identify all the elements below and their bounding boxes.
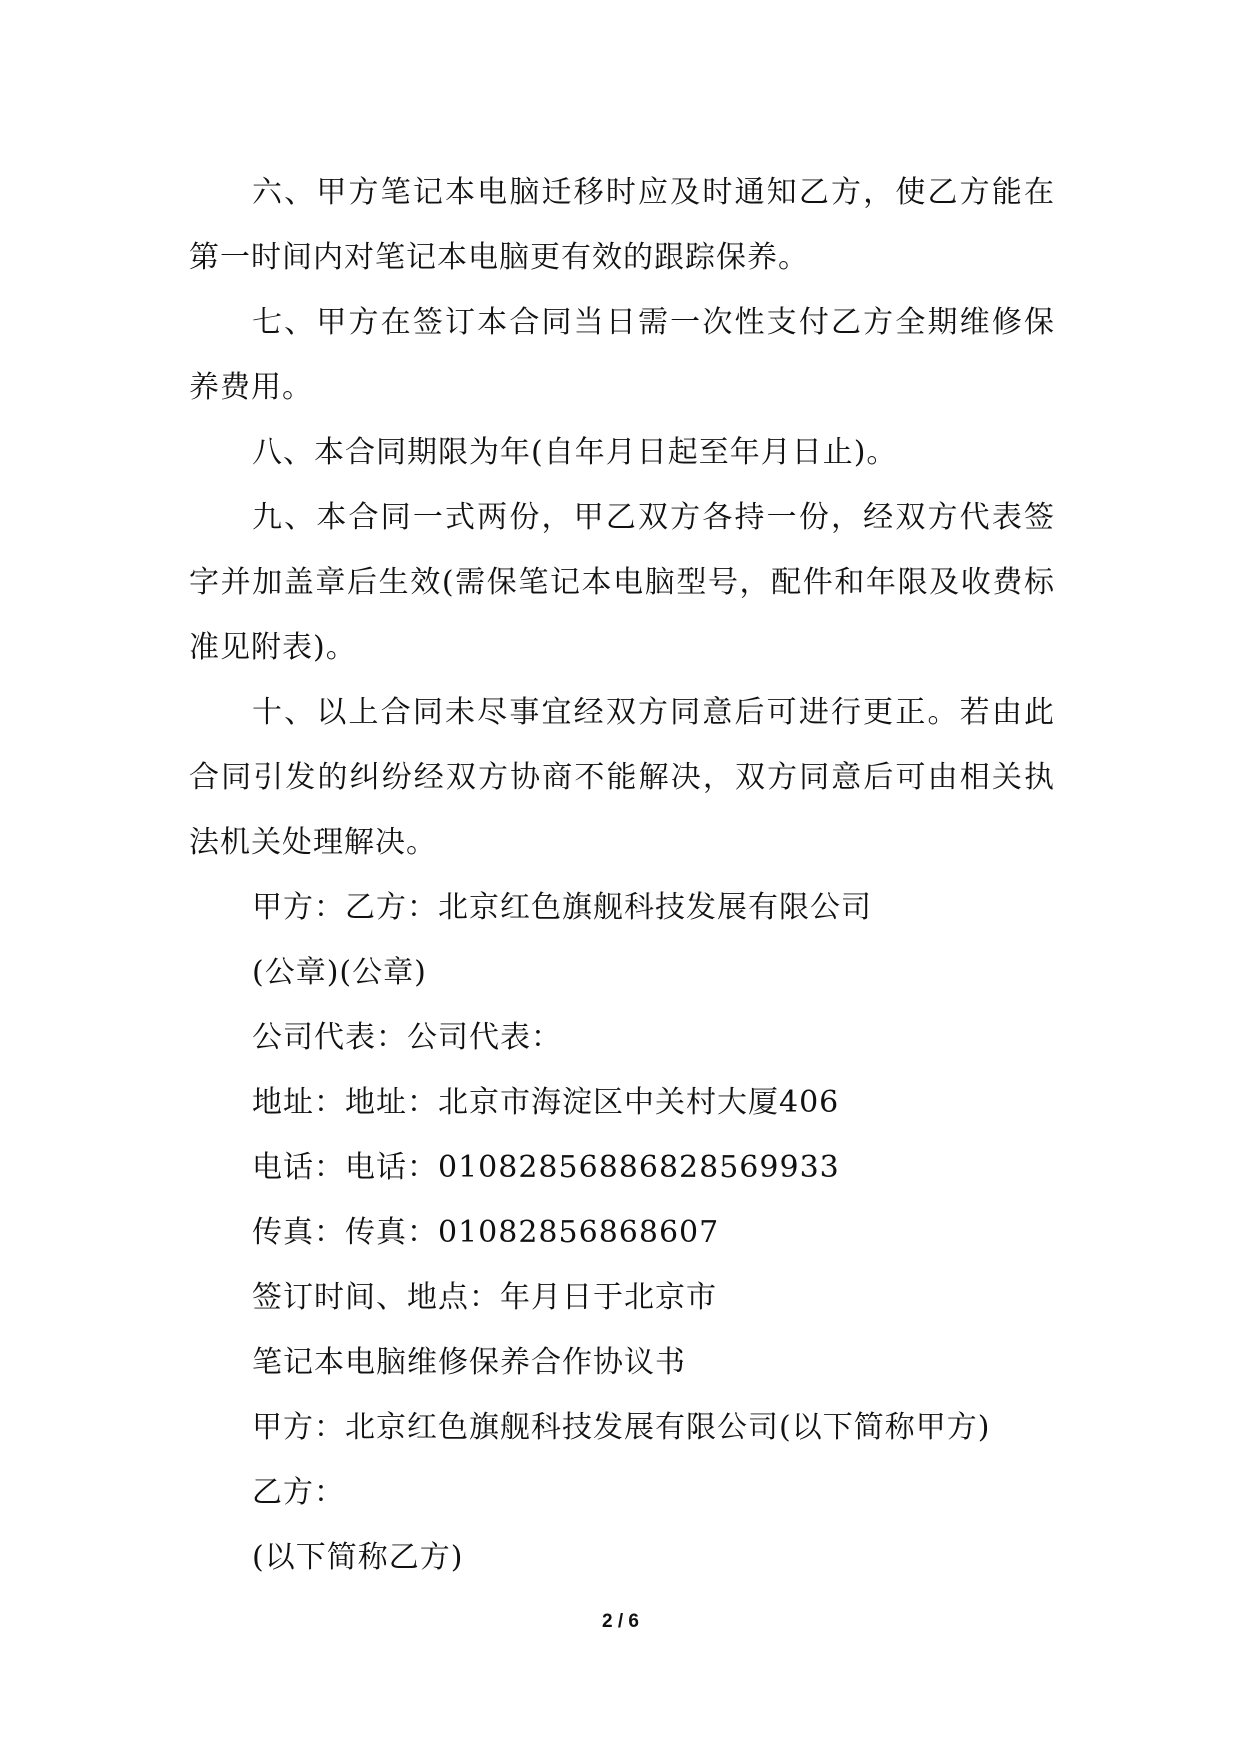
clause-9: 九、本合同一式两份，甲乙双方各持一份，经双方代表签字并加盖章后生效(需保笔记本电脑型号，配件和年限及收费标准见附表)。	[189, 500, 1055, 665]
party-a-line: 甲方：北京红色旗舰科技发展有限公司(以下简称甲方)	[252, 1410, 991, 1445]
signature-seal: (公章)(公章)	[252, 955, 427, 990]
agreement-title: 笔记本电脑维修保养合作协议书	[252, 1345, 686, 1380]
signature-signing-time-place: 签订时间、地点：年月日于北京市	[252, 1280, 717, 1315]
clause-7: 七、甲方在签订本合同当日需一次性支付乙方全期维修保养费用。	[189, 305, 1055, 405]
clause-10: 十、以上合同未尽事宜经双方同意后可进行更正。若由此合同引发的纠纷经双方协商不能解决，双方同意后可由相关执法机关处理解决。	[189, 695, 1055, 860]
document-body	[189, 160, 1055, 1590]
party-b-note: (以下简称乙方)	[252, 1540, 464, 1575]
party-b-line: 乙方：	[252, 1475, 345, 1510]
signature-representative: 公司代表：公司代表：	[252, 1020, 562, 1055]
clause-6: 六、甲方笔记本电脑迁移时应及时通知乙方，使乙方能在第一时间内对笔记本电脑更有效的跟踪保养。	[189, 175, 1055, 275]
page-number: 2 / 6	[602, 1611, 639, 1632]
clause-8: 八、本合同期限为年(自年月日起至年月日止)。	[252, 435, 898, 470]
signature-parties: 甲方：乙方：北京红色旗舰科技发展有限公司	[252, 890, 872, 925]
signature-fax: 传真：传真：01082856868607	[252, 1215, 720, 1250]
signature-phone: 电话：电话：01082856886828569933	[252, 1150, 840, 1185]
signature-address: 地址：地址：北京市海淀区中关村大厦406	[252, 1085, 840, 1120]
